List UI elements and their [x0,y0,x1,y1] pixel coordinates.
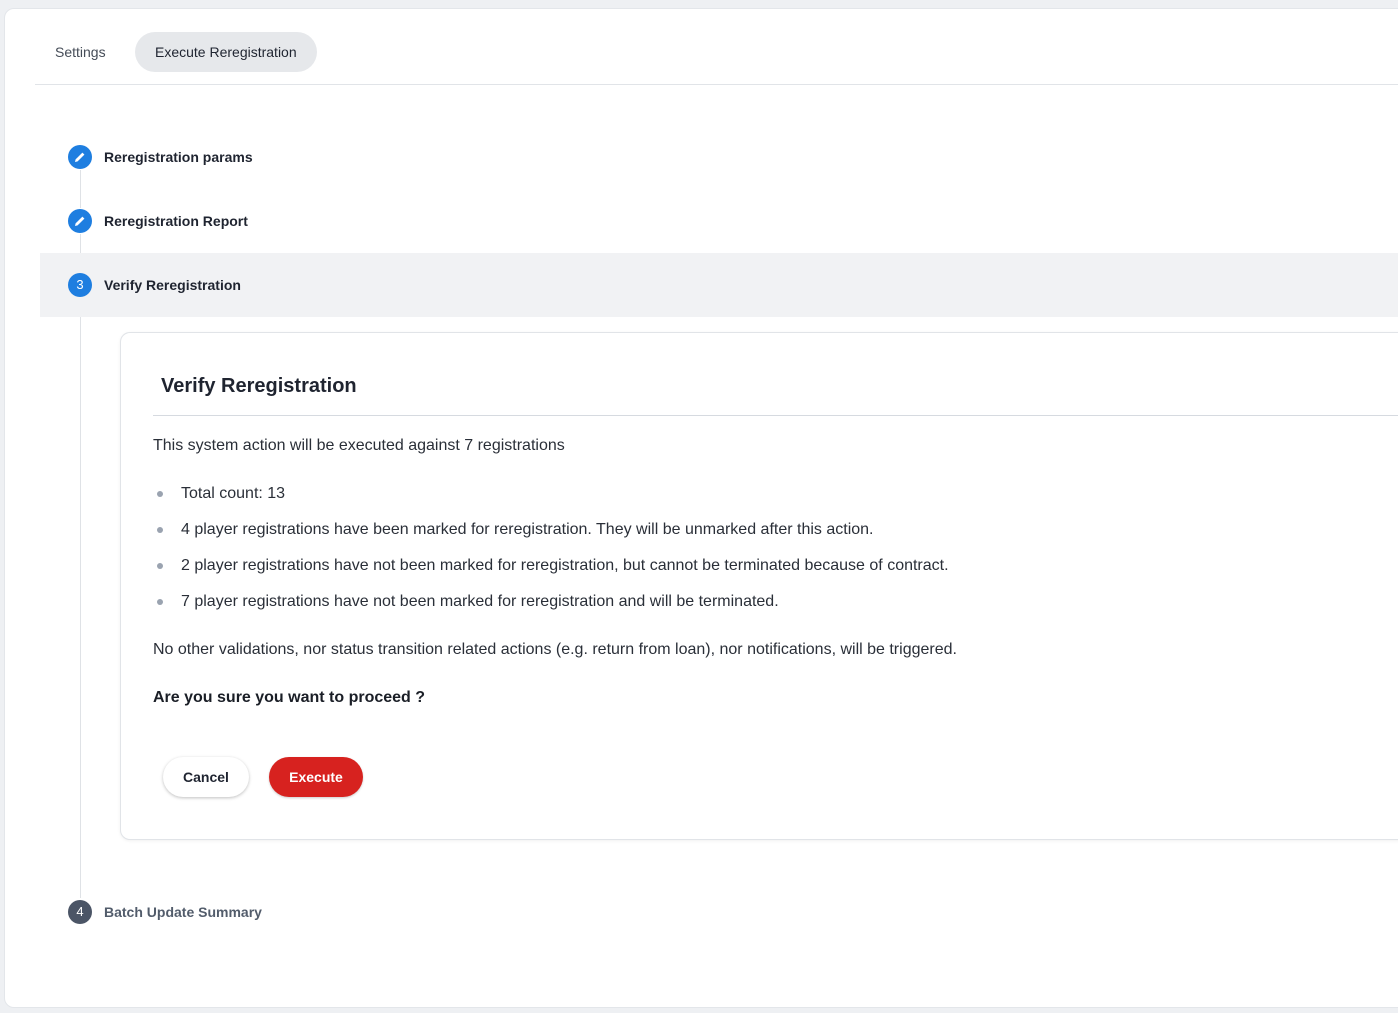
step-reregistration-params[interactable] [40,125,1398,189]
step-number-badge: 4 [68,900,92,924]
tab-bar [35,32,1398,85]
pencil-icon [74,151,86,163]
list-item: 7 player registrations have not been marked for reregistration and will be terminated. [181,593,779,610]
step-reregistration-report[interactable] [40,189,1398,253]
list-item: 4 player registrations have been marked for reregistration. They will be unmarked after this action. [181,521,874,538]
list-item: Total count: 13 [181,485,286,502]
confirm-question: Are you sure you want to proceed ? [153,689,426,706]
step-label: Reregistration params [104,149,253,165]
tab-settings[interactable]: Settings [55,44,106,60]
cancel-button[interactable]: Cancel [163,757,249,797]
pencil-icon [74,215,86,227]
step-done-badge [68,145,92,169]
step-verify-reregistration[interactable] [40,253,1398,317]
tab-execute-reregistration[interactable]: Execute Reregistration [135,32,317,72]
step-batch-update-summary[interactable] [40,880,1398,944]
intro-text: This system action will be executed against 7 registrations [153,437,565,454]
step-label: Reregistration Report [104,213,248,229]
list-item: 2 player registrations have not been marked for reregistration, but cannot be terminated because of contract. [181,557,949,574]
bullet-dot [157,599,163,605]
verify-card [120,332,1398,840]
step-number-badge: 3 [68,273,92,297]
card-title: Verify Reregistration [161,375,357,397]
bullet-dot [157,527,163,533]
execute-button[interactable]: Execute [269,757,363,797]
bullet-dot [157,491,163,497]
note-text: No other validations, nor status transition related actions (e.g. return from loan), nor notifications, will be triggered. [153,641,957,658]
stepper-connector [80,298,81,898]
step-done-badge [68,209,92,233]
bullet-dot [157,563,163,569]
divider [153,415,1398,416]
step-label: Verify Reregistration [104,277,241,293]
step-label: Batch Update Summary [104,904,262,920]
